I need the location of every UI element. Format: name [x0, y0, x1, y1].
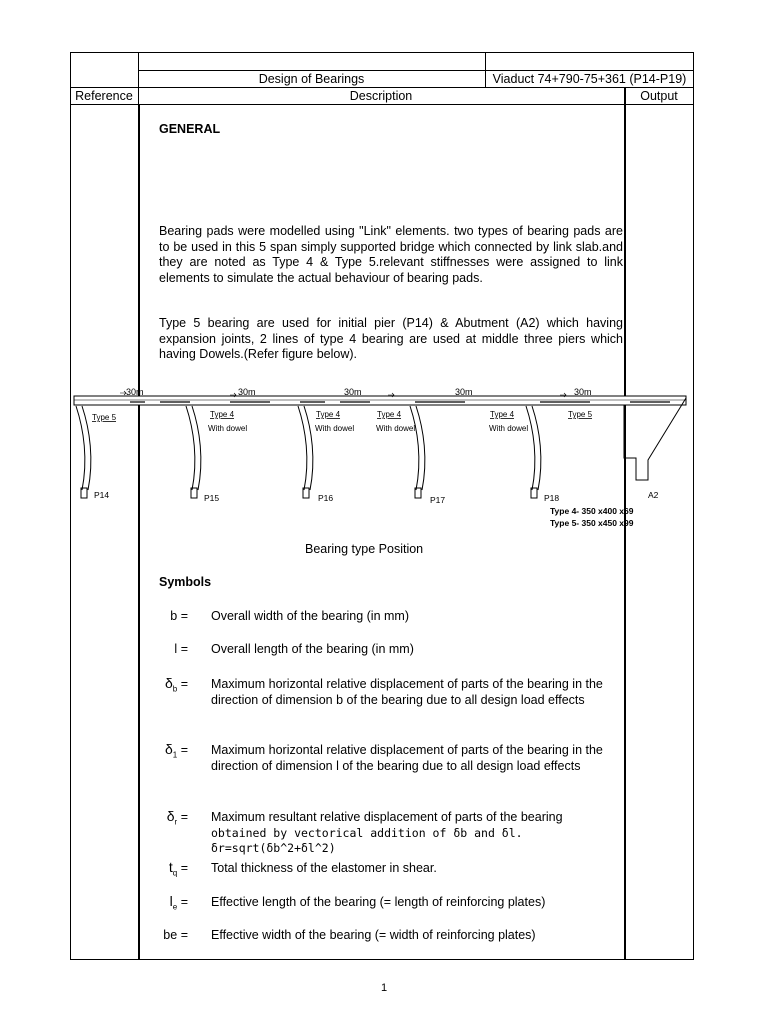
symbol-description: Effective width of the bearing (= width of reinforcing plates) — [211, 928, 536, 942]
abutment-a2 — [624, 398, 686, 480]
pier-label: P16 — [318, 493, 334, 503]
pier-label: A2 — [648, 490, 659, 500]
column-header-output: Output — [640, 89, 678, 103]
symbol-key: l — [169, 893, 173, 909]
bridge-deck — [74, 396, 686, 405]
symbol-key: b — [170, 609, 178, 623]
dowel-label: With dowel — [315, 424, 355, 433]
bearing-label: Type 4 — [377, 410, 402, 419]
pier-p18 — [526, 406, 541, 498]
pier-label: P15 — [204, 493, 220, 503]
bearing-layout-figure — [70, 380, 694, 532]
column-header-description: Description — [349, 89, 413, 103]
dowel-label: With dowel — [208, 424, 248, 433]
figure-caption: Bearing type Position — [305, 542, 424, 556]
section-heading-general: GENERAL — [159, 122, 221, 136]
bearing-size-type5: Type 5- 350 x450 x99 — [550, 518, 634, 528]
symbol-key: t — [168, 859, 173, 875]
bearing-label: Type 4 — [316, 410, 341, 419]
symbol-description: Maximum horizontal relative displacement of parts of the bearing in the direction of dimension b of the bearing due to all design load effects — [211, 677, 603, 707]
symbol-key: l — [174, 642, 178, 656]
dowel-label: With dowel — [489, 424, 529, 433]
symbol-key: δ — [164, 741, 173, 757]
symbol-description: Effective length of the bearing (= length of reinforcing plates) — [211, 895, 546, 909]
bearing-label: Type 5 — [92, 413, 117, 422]
symbol-description: Overall width of the bearing (in mm) — [211, 609, 409, 623]
pier-p14 — [76, 406, 91, 498]
symbol-key: δ — [166, 808, 175, 824]
symbol-description: Overall length of the bearing (in mm) — [211, 642, 414, 656]
page-number: 1 — [380, 982, 388, 994]
pier-p16 — [298, 406, 313, 498]
symbol-key: be — [163, 928, 178, 942]
bearing-label: Type 5 — [568, 410, 593, 419]
pier-label: P18 — [544, 493, 560, 503]
column-header-reference: Reference — [75, 89, 133, 103]
pier-label: P14 — [94, 490, 110, 500]
paragraph-bearing-usage: Type 5 bearing are used for initial pier (P14) & Abutment (A2) which having expansion joints, 2 lines of type 4 bearing are used at middle three piers which having Dowels.(Refer figure below). — [159, 316, 623, 361]
bearing-size-type4: Type 4- 350 x400 x69 — [550, 506, 634, 516]
dowel-label: With dowel — [376, 424, 416, 433]
symbol-description: Total thickness of the elastomer in shear. — [211, 861, 437, 875]
symbol-description: Maximum horizontal relative displacement of parts of the bearing in the direction of dimension l of the bearing due to all design load effects — [211, 743, 603, 773]
span-label: 30m — [344, 387, 362, 397]
span-label: 30m — [238, 387, 256, 397]
paragraph-link-elements: Bearing pads were modelled using "Link" elements. two types of bearing pads are to be used in this 5 span simply supported bridge which connected by link slab.and they are noted as Type 4 & Type 5.relevant stiffnesses were assigned to link elements to simulate the actual behaviour of bearing pads. — [159, 224, 623, 285]
pier-p17 — [410, 406, 425, 498]
section-heading-symbols: Symbols — [159, 575, 212, 589]
span-label: 30m — [126, 387, 144, 397]
pier-label: P17 — [430, 495, 446, 505]
pier-p15 — [186, 406, 201, 498]
span-label: 30m — [574, 387, 592, 397]
symbol-key: δ — [164, 675, 173, 691]
bearing-label: Type 4 — [210, 410, 235, 419]
bearing-label: Type 4 — [490, 410, 515, 419]
project-name: Viaduct 74+790-75+361 (P14-P19) — [492, 72, 687, 86]
document-title: Design of Bearings — [258, 72, 365, 86]
symbol-description: Maximum resultant relative displacement of parts of the bearing obtained by vectorical addition of δb and δl. δr=sqrt(δb^2+δl^2) — [211, 810, 563, 855]
span-label: 30m — [455, 387, 473, 397]
